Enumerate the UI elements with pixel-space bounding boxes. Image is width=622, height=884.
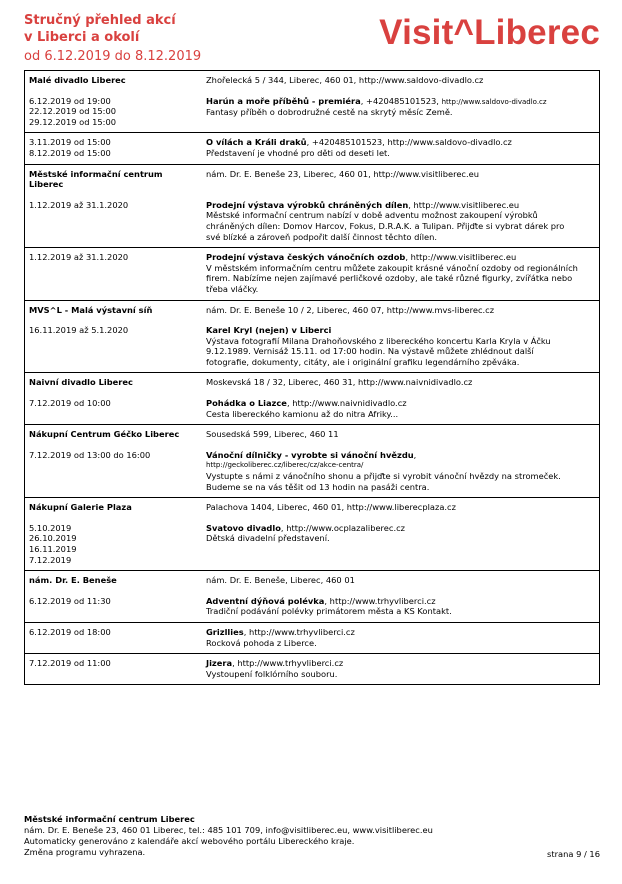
event-dates xyxy=(29,137,206,158)
event-info xyxy=(206,252,595,294)
event-dates xyxy=(29,252,206,294)
venue-header-row xyxy=(29,305,595,316)
event-description: V městském informačním centru můžete zakoupit krásné vánoční ozdoby od regionálních xyxy=(206,262,578,273)
event-date: 29.12.2019 od 15:00 xyxy=(29,116,117,127)
event-dates xyxy=(29,450,206,492)
event-row xyxy=(29,523,595,565)
page-number: strana 9 / 16 xyxy=(547,849,600,859)
event-row xyxy=(29,137,595,158)
event-date: 7.12.2019 od 11:00 xyxy=(29,658,111,669)
event-title: O vílách a Králi draků xyxy=(206,137,307,148)
event-contact: , http://www.visitliberec.eu xyxy=(405,252,517,263)
venue-name-line: Městské informační centrum xyxy=(29,168,163,179)
event-dates xyxy=(29,523,206,565)
visit-liberec-logo: Visit^Liberec xyxy=(379,13,600,52)
event-description: Dětská divadelní představení. xyxy=(206,533,330,544)
venue-header-row xyxy=(29,429,595,440)
event-info xyxy=(206,523,595,565)
event-info xyxy=(206,398,595,419)
event-date: 26.10.2019 xyxy=(29,533,77,544)
event-date: 8.12.2019 od 15:00 xyxy=(29,147,111,158)
event-date: 1.12.2019 až 31.1.2020 xyxy=(29,199,129,210)
event-description: Tradiční podávání polévky primátorem města a KS Kontakt. xyxy=(206,606,452,617)
event-description: Rocková pohoda z Liberce. xyxy=(206,637,317,648)
event-row xyxy=(29,200,595,242)
footer-address: nám. Dr. E. Beneše 23, 460 01 Liberec, tel.: 485 101 709, info@visitliberec.eu, www.visitliberec.eu xyxy=(24,825,433,835)
event-description: třeba vláčky. xyxy=(206,283,259,294)
event-title: Jizera xyxy=(206,658,233,669)
event-date: 6.12.2019 od 19:00 xyxy=(29,95,111,106)
venue-address: Sousedská 599, Liberec, 460 11 xyxy=(206,429,339,440)
event-description: Městské informační centrum nabízí v době adventu možnost zakoupení výrobků xyxy=(206,210,538,221)
venue-header-row xyxy=(29,169,595,190)
event-description: Vystupte s námi z vánočního shonu a přijďte si vyrobit vánoční hvězdy na stromeček. xyxy=(206,471,561,482)
event-date: 7.12.2019 od 13:00 do 16:00 xyxy=(29,449,151,460)
event-dates xyxy=(29,96,206,128)
event-dates xyxy=(29,325,206,367)
event-contact: , http://www.trhyvliberci.cz xyxy=(243,626,355,637)
event-description: 9.12.1989. Vernisáž 15.11. od 17:00 hodin. Na výstavě můžete zhlédnout další xyxy=(206,346,534,357)
venue-address: nám. Dr. E. Beneše 23, Liberec, 460 01, http://www.visitliberec.eu xyxy=(206,168,479,179)
footer-org: Městské informační centrum Liberec xyxy=(24,814,195,824)
venue-address: Palachova 1404, Liberec, 460 01, http://www.liberecplaza.cz xyxy=(206,502,456,513)
venue-block xyxy=(25,570,599,622)
header-title-line2: v Liberci a okolí xyxy=(24,30,140,45)
venue-header-row xyxy=(29,575,595,586)
venue-block xyxy=(25,372,599,424)
event-title: Prodejní výstava českých vánočních ozdob xyxy=(206,252,406,263)
event-info xyxy=(206,596,595,617)
event-date: 16.11.2019 až 5.1.2020 xyxy=(29,325,129,336)
event-contact: , http://www.visitliberec.eu xyxy=(408,199,520,210)
event-contact: , http://www.trhyvliberci.cz xyxy=(232,658,344,669)
venue-name: Nákupní Centrum Géčko Liberec xyxy=(29,429,180,440)
events-table xyxy=(24,70,600,685)
event-title: Karel Kryl (nejen) v Liberci xyxy=(206,325,332,336)
event-info xyxy=(206,96,595,128)
page-footer xyxy=(24,814,600,858)
venue-header-row xyxy=(29,502,595,513)
event-dates xyxy=(29,658,206,679)
event-info xyxy=(206,200,595,242)
event-row xyxy=(29,596,595,617)
event-description: chráněných dílen: Domov Harcov, Fokus, D.R.A.K. a Tulipan. Přijďte si vybrat dárek pro xyxy=(206,220,565,231)
footer-note: Změna programu vyhrazena. xyxy=(24,847,146,857)
event-block xyxy=(25,247,599,299)
event-description: Budeme se na vás těšit od 13 hodin na pasáži centra. xyxy=(206,481,430,492)
venue-header-row xyxy=(29,377,595,388)
event-link[interactable]: http://www.saldovo-divadlo.cz xyxy=(441,97,547,106)
event-info xyxy=(206,658,595,679)
event-contact: , xyxy=(413,449,417,460)
venue-name: nám. Dr. E. Beneše xyxy=(29,575,117,586)
event-contact: , http://www.ocplazaliberec.cz xyxy=(280,522,406,533)
event-description: své blízké a zároveň podpořit další činnost těchto dílen. xyxy=(206,231,438,242)
event-dates xyxy=(29,627,206,648)
event-contact: , +420485101523, xyxy=(360,95,442,106)
event-row xyxy=(29,627,595,648)
event-date: 6.12.2019 od 11:30 xyxy=(29,595,111,606)
event-contact: , http://www.trhyvliberci.cz xyxy=(324,595,436,606)
event-title: Harún a moře příběhů - premiéra xyxy=(206,95,361,106)
venue-block xyxy=(25,164,599,248)
event-dates xyxy=(29,596,206,617)
event-title: Adventní dýňová polévka xyxy=(206,595,325,606)
event-dates xyxy=(29,200,206,242)
event-date: 3.11.2019 od 15:00 xyxy=(29,137,111,148)
venue-address: nám. Dr. E. Beneše 10 / 2, Liberec, 460 07, http://www.mvs-liberec.cz xyxy=(206,304,495,315)
event-row xyxy=(29,252,595,294)
event-date: 6.12.2019 od 18:00 xyxy=(29,626,111,637)
venue-address: nám. Dr. E. Beneše, Liberec, 460 01 xyxy=(206,575,355,586)
event-title: Vánoční dílničky - vyrobte si vánoční hvězdu xyxy=(206,449,414,460)
venue-name: MVS^L - Malá výstavní síň xyxy=(29,304,153,315)
event-row xyxy=(29,325,595,367)
event-row xyxy=(29,96,595,128)
event-info xyxy=(206,450,595,492)
event-title: Svatovo divadlo xyxy=(206,522,281,533)
event-row xyxy=(29,398,595,419)
venue-name xyxy=(29,169,206,190)
footer-note: Automaticky generováno z kalendáře akcí webového portálu Libereckého kraje. xyxy=(24,836,355,846)
event-date: 7.12.2019 od 10:00 xyxy=(29,398,111,409)
header-title xyxy=(24,12,176,46)
event-row xyxy=(29,658,595,679)
event-date: 16.11.2019 xyxy=(29,544,77,554)
venue-block xyxy=(25,71,599,132)
venue-block xyxy=(25,497,599,570)
venue-name: Malé divadlo Liberec xyxy=(29,75,126,85)
event-description: Fantasy příběh o dobrodružné cestě na skrytý měsíc Země. xyxy=(206,107,453,118)
venue-name: Naivní divadlo Liberec xyxy=(29,377,133,388)
event-link[interactable]: http://geckoliberec.cz/liberec/cz/akce-centra/ xyxy=(206,461,364,470)
event-title: Grizllies xyxy=(206,626,244,637)
event-info xyxy=(206,137,595,158)
venue-header-row xyxy=(29,75,595,86)
event-description: firem. Nabízíme nejen zajímavé perličkové ozdoby, ale také různé figurky, zvířátka nebo xyxy=(206,273,573,284)
event-date: 1.12.2019 až 31.1.2020 xyxy=(29,252,129,263)
event-date: 5.10.2019 xyxy=(29,522,72,533)
event-title: Pohádka o Liazce xyxy=(206,398,287,409)
event-date: 22.12.2019 od 15:00 xyxy=(29,106,117,117)
header-date-range: od 6.12.2019 do 8.12.2019 xyxy=(24,49,202,64)
venue-address: Zhořelecká 5 / 344, Liberec, 460 01, http://www.saldovo-divadlo.cz xyxy=(206,75,484,85)
event-description: fotografie, dokumenty, citáty, ale i originální grafiku legendárního zpěváka. xyxy=(206,356,520,367)
event-block xyxy=(25,653,599,684)
event-info xyxy=(206,627,595,648)
venue-address: Moskevská 18 / 32, Liberec, 460 31, http://www.naivnidivadlo.cz xyxy=(206,377,473,388)
page-header xyxy=(24,12,600,68)
venue-name-line: Liberec xyxy=(29,179,64,190)
event-block xyxy=(25,622,599,653)
event-contact: , +420485101523, http://www.saldovo-divadlo.cz xyxy=(306,137,512,148)
venue-block xyxy=(25,300,599,373)
event-description: Vystoupení folklórního souboru. xyxy=(206,668,338,679)
venue-name: Nákupní Galerie Plaza xyxy=(29,502,132,513)
header-title-line1: Stručný přehled akcí xyxy=(24,13,176,28)
event-row xyxy=(29,450,595,492)
event-date: 7.12.2019 xyxy=(29,554,72,565)
event-info xyxy=(206,325,595,367)
event-contact: , http://www.naivnidivadlo.cz xyxy=(286,398,407,409)
event-dates xyxy=(29,398,206,419)
event-block xyxy=(25,132,599,163)
event-description: Cesta libereckého kamionu až do nitra Afriky... xyxy=(206,408,399,419)
event-description: Představení je vhodné pro děti od deseti let. xyxy=(206,147,390,158)
event-description: Výstava fotografií Milana Drahoňovského z libereckého koncertu Karla Kryla v Áčku xyxy=(206,335,551,346)
venue-block xyxy=(25,424,599,497)
event-title: Prodejní výstava výrobků chráněných dílen xyxy=(206,199,409,210)
